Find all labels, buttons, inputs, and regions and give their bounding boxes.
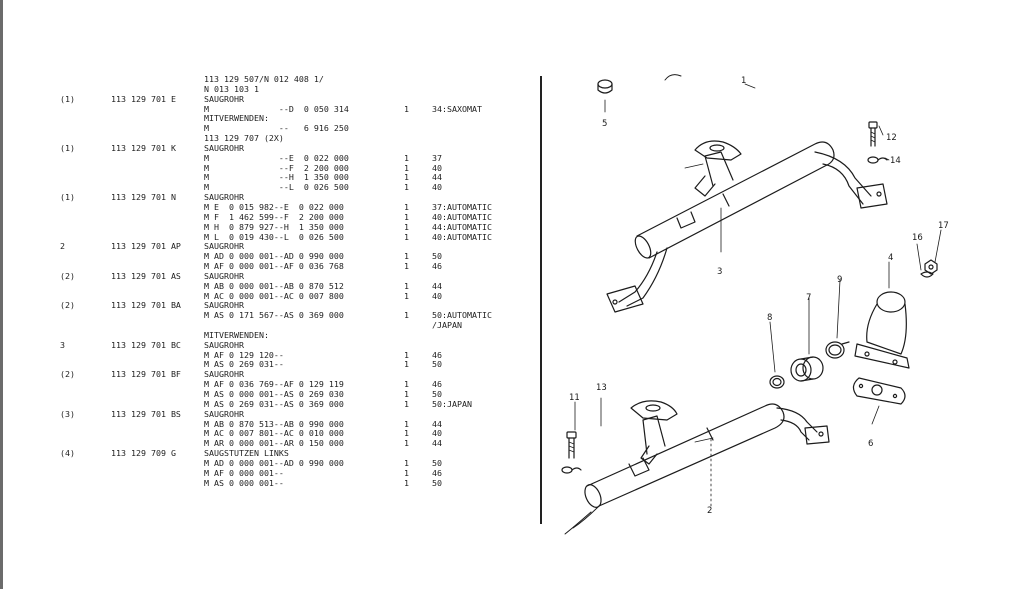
- row-qty: 1: [404, 457, 409, 468]
- row-rem: 44: [432, 418, 442, 429]
- row-rem: 46: [432, 261, 442, 272]
- row-desc: M AS 0 000 001--: [204, 477, 284, 488]
- row-qty: 1: [404, 467, 409, 478]
- row-desc: SAUGROHR: [204, 300, 244, 311]
- row-qty: 1: [404, 221, 409, 232]
- row-rem: 50: [432, 389, 442, 399]
- row-part: 113 129 701 K: [111, 142, 176, 153]
- row-rem: 50: [432, 251, 442, 262]
- catalog-row: [40, 479, 535, 489]
- row-ref: (1): [60, 192, 75, 203]
- row-qty: 1: [404, 172, 409, 183]
- callout-13: 13: [596, 383, 607, 393]
- row-rem: 40: [432, 428, 442, 439]
- row-rem: 40:AUTOMATIC: [432, 211, 492, 222]
- row-desc: SAUGROHR: [204, 241, 244, 252]
- callout-12: 12: [886, 133, 897, 143]
- row-desc: N 013 103 1: [204, 83, 259, 94]
- row-rem: 40:AUTOMATIC: [432, 231, 492, 242]
- row-qty: 1: [404, 280, 409, 291]
- row-qty: 1: [404, 418, 409, 429]
- row-part: 113 129 701 E: [111, 93, 176, 104]
- row-part: 113 129 701 AS: [111, 270, 181, 281]
- row-desc: M AS 0 000 001--AS 0 269 030: [204, 389, 344, 399]
- catalog-row: [40, 459, 535, 469]
- parts-list: [40, 75, 535, 488]
- row-desc: SAUGROHR: [204, 93, 244, 104]
- washer-part-14: [868, 157, 887, 163]
- row-desc: M F 1 462 599--F 2 200 000: [204, 211, 344, 222]
- catalog-row: [40, 75, 535, 85]
- row-part: 113 129 701 N: [111, 192, 176, 203]
- callout-11: 11: [569, 393, 580, 403]
- callout-7: 7: [806, 293, 812, 303]
- gasket-part-6: [853, 378, 905, 404]
- row-rem: 37:AUTOMATIC: [432, 201, 492, 212]
- row-desc: M AC 0 000 001--AC 0 007 800: [204, 290, 344, 301]
- row-qty: 1: [404, 398, 409, 409]
- row-qty: 1: [404, 103, 409, 114]
- catalog-row: [40, 124, 535, 134]
- row-desc: SAUGROHR: [204, 369, 244, 380]
- row-rem: 50: [432, 359, 442, 370]
- row-rem: /JAPAN: [432, 320, 462, 331]
- row-rem: 46: [432, 379, 442, 390]
- row-desc: M AF 0 036 769--AF 0 129 119: [204, 379, 344, 390]
- elbow-fitting-part-4: [855, 292, 909, 368]
- row-rem: 44:AUTOMATIC: [432, 221, 492, 232]
- row-qty: 1: [404, 438, 409, 449]
- rubber-sleeve-part-7: [791, 357, 823, 381]
- row-ref: (2): [60, 270, 75, 281]
- row-rem: 37: [432, 152, 442, 163]
- row-qty: 1: [404, 261, 409, 272]
- row-desc: M AB 0 870 513--AB 0 990 000: [204, 418, 344, 429]
- row-rem: 50:JAPAN: [432, 398, 472, 409]
- catalog-row: [40, 341, 535, 351]
- row-qty: 1: [404, 389, 409, 399]
- row-qty: 1: [404, 211, 409, 222]
- row-desc: M L 0 019 430--L 0 026 500: [204, 231, 344, 242]
- row-ref: (1): [60, 93, 75, 104]
- row-qty: 1: [404, 152, 409, 163]
- row-desc: SAUGROHR: [204, 408, 244, 419]
- callout-2: 2: [707, 506, 713, 516]
- row-rem: 44: [432, 172, 442, 183]
- row-desc: M E 0 015 982--E 0 022 000: [204, 201, 344, 212]
- row-desc: 113 129 707 (2X): [204, 133, 284, 144]
- row-desc: M --L 0 026 500: [204, 182, 349, 193]
- row-qty: 1: [404, 379, 409, 390]
- row-desc: SAUGROHR: [204, 192, 244, 203]
- row-desc: M AS 0 269 031--AS 0 369 000: [204, 398, 344, 409]
- row-qty: 1: [404, 428, 409, 439]
- callout-8: 8: [767, 313, 773, 323]
- row-desc: M AS 0 269 031--: [204, 359, 284, 370]
- intake-manifold-lower: [565, 401, 829, 534]
- row-desc: MITVERWENDEN:: [204, 113, 269, 124]
- row-rem: 46: [432, 349, 442, 360]
- scan-edge: [0, 0, 3, 589]
- exploded-parts-diagram: [545, 66, 965, 536]
- row-ref: (2): [60, 369, 75, 380]
- row-desc: SAUGSTUTZEN LINKS: [204, 448, 289, 459]
- bolt-part-11: [567, 432, 576, 458]
- row-desc: M AR 0 000 001--AR 0 150 000: [204, 438, 344, 449]
- row-rem: 44: [432, 280, 442, 291]
- row-qty: 1: [404, 231, 409, 242]
- callout-labels: [569, 76, 949, 516]
- hose-clamp-part-9: [826, 342, 849, 358]
- row-desc: M AD 0 000 001--AD 0 990 000: [204, 457, 344, 468]
- bolt-part-12: [869, 122, 877, 146]
- row-rem: 50:AUTOMATIC: [432, 310, 492, 321]
- row-desc: M --H 1 350 000: [204, 172, 349, 183]
- callout-1: 1: [741, 76, 747, 86]
- callout-16: 16: [912, 233, 923, 243]
- callout-17: 17: [938, 221, 949, 231]
- row-qty: 1: [404, 477, 409, 488]
- row-rem: 50: [432, 477, 442, 488]
- catalog-row: [40, 321, 535, 331]
- washer-part-13: [562, 467, 581, 473]
- row-part: 113 129 701 BC: [111, 339, 181, 350]
- row-part: 113 129 701 AP: [111, 241, 181, 252]
- row-desc: SAUGROHR: [204, 270, 244, 281]
- catalog-row: [40, 105, 535, 115]
- row-desc: M AC 0 007 801--AC 0 010 000: [204, 428, 344, 439]
- intake-manifold-upper: [607, 75, 887, 312]
- row-desc: M -- 6 916 250: [204, 123, 349, 134]
- row-desc: M AS 0 171 567--AS 0 369 000: [204, 310, 344, 321]
- row-qty: 1: [404, 359, 409, 370]
- callout-4: 4: [888, 253, 894, 263]
- row-ref: (4): [60, 448, 75, 459]
- row-desc: 113 129 507/N 012 408 1/: [204, 74, 324, 84]
- row-qty: 1: [404, 310, 409, 321]
- row-rem: 46: [432, 467, 442, 478]
- row-qty: 1: [404, 349, 409, 360]
- callout-3: 3: [717, 267, 723, 277]
- row-part: 113 129 701 BA: [111, 300, 181, 311]
- row-rem: 40: [432, 182, 442, 193]
- row-ref: (1): [60, 142, 75, 153]
- row-ref: (2): [60, 300, 75, 311]
- row-part: 113 129 701 BF: [111, 369, 181, 380]
- callout-6: 6: [868, 439, 874, 449]
- row-rem: 40: [432, 290, 442, 301]
- row-rem: 50: [432, 457, 442, 468]
- row-desc: MITVERWENDEN:: [204, 329, 269, 340]
- row-desc: M AF 0 000 001--AF 0 036 768: [204, 261, 344, 272]
- row-desc: M --E 0 022 000: [204, 152, 349, 163]
- row-desc: M --D 0 050 314: [204, 103, 349, 114]
- row-desc: M AB 0 000 001--AB 0 870 512: [204, 280, 344, 291]
- row-ref: 2: [60, 241, 65, 252]
- row-ref: (3): [60, 408, 75, 419]
- row-desc: SAUGROHR: [204, 339, 244, 350]
- row-desc: M AF 0 129 120--: [204, 349, 284, 360]
- row-desc: M H 0 879 927--H 1 350 000: [204, 221, 344, 232]
- catalog-row: [40, 469, 535, 479]
- row-rem: 34:SAXOMAT: [432, 103, 482, 114]
- row-desc: SAUGROHR: [204, 142, 244, 153]
- row-qty: 1: [404, 162, 409, 173]
- row-qty: 1: [404, 201, 409, 212]
- row-rem: 40: [432, 162, 442, 173]
- row-qty: 1: [404, 182, 409, 193]
- callout-14: 14: [890, 156, 901, 166]
- row-qty: 1: [404, 251, 409, 262]
- row-desc: M AD 0 000 001--AD 0 990 000: [204, 251, 344, 262]
- callout-9: 9: [837, 275, 843, 285]
- row-part: 113 129 701 BS: [111, 408, 181, 419]
- row-desc: M --F 2 200 000: [204, 162, 349, 173]
- hose-clamp-part-8: [770, 376, 784, 388]
- column-divider: [540, 76, 542, 524]
- callout-5: 5: [602, 119, 608, 129]
- row-qty: 1: [404, 290, 409, 301]
- row-desc: M AF 0 000 001--: [204, 467, 284, 478]
- catalog-row: [40, 351, 535, 361]
- row-part: 113 129 709 G: [111, 448, 176, 459]
- row-ref: 3: [60, 339, 65, 350]
- row-rem: 44: [432, 438, 442, 449]
- nut-part-5: [598, 80, 612, 93]
